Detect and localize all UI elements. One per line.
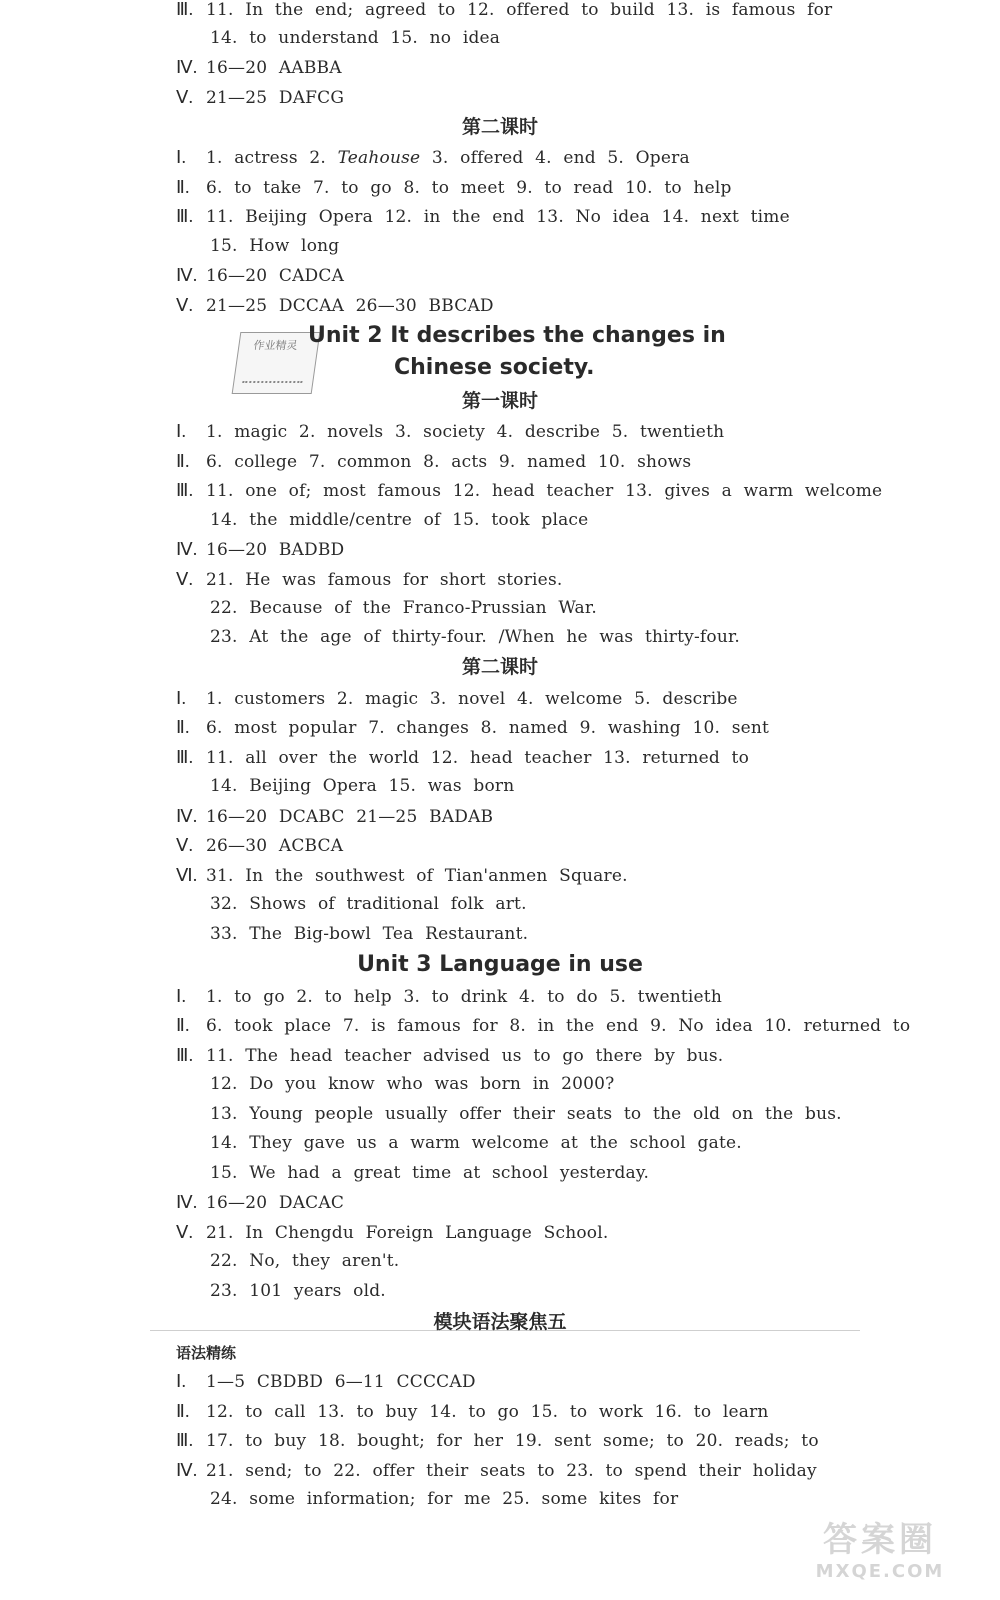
section-numeral: Ⅴ. [176,87,194,107]
answer-line [176,475,882,505]
watermark-logo-text: 答案圈 [823,1520,937,1560]
answer-text: 1. magic 2. novels 3. society 4. describe 5. twentieth [206,422,725,442]
answer-line [176,564,562,594]
answer-line [176,830,343,860]
answer-line [176,712,769,742]
answer-text: 14. to understand 15. no idea [210,28,501,48]
answer-text: 21. send; to 22. offer their seats to 23. to spend their holiday [206,1461,817,1481]
section-numeral: Ⅴ. [176,1222,194,1242]
answer-line [210,1069,614,1099]
section-numeral: Ⅰ. [176,688,187,708]
section-numeral: Ⅴ. [176,569,194,589]
answer-line [210,23,500,53]
answer-text: 26—30 ACBCA [206,836,344,856]
answer-text: 16—20 DCABC 21—25 BADAB [206,807,494,827]
answer-line [176,742,749,772]
answer-text: 21. He was famous for short stories. [206,570,563,590]
section-numeral: Ⅲ. [176,1045,194,1065]
site-watermark [780,1512,980,1582]
answer-line [176,82,344,112]
answer-line [210,1246,399,1276]
answer-line [210,622,740,652]
section-numeral: Ⅲ. [176,747,194,767]
answer-line [176,446,691,476]
answer-text: 23. 101 years old. [210,1281,386,1301]
answer-line [210,505,588,535]
answer-text: 1. actress 2. Teahouse 3. offered 4. end 5. Opera [206,148,690,168]
answer-line [176,142,690,172]
answer-text: 32. Shows of traditional folk art. [210,894,527,914]
answer-line [210,771,514,801]
answer-text: 11. one of; most famous 12. head teacher 13. gives a warm welcome [206,481,883,501]
answer-text: 1—5 CBDBD 6—11 CCCCAD [206,1372,476,1392]
section-numeral: Ⅳ. [176,265,198,285]
answer-line [176,1217,608,1247]
answer-line [210,919,528,949]
answer-line [210,1158,649,1188]
answer-line [210,1128,742,1158]
lesson-heading: 第一课时 [461,390,538,412]
answer-text: 6. most popular 7. changes 8. named 9. washing 10. sent [206,718,770,738]
section-numeral: Ⅱ. [176,717,190,737]
section-numeral: Ⅰ. [176,1371,187,1391]
answer-line [176,860,628,890]
answer-text: 16—20 AABBA [206,58,342,78]
grammar-practice-label: 语法精练 [176,1344,237,1362]
unit-title: Unit 3 Language in use [357,952,643,977]
section-numeral: Ⅱ. [176,177,190,197]
section-numeral: Ⅲ. [176,1430,194,1450]
answer-line [176,416,724,446]
section-numeral: Ⅵ. [176,865,198,885]
section-numeral: Ⅴ. [176,295,194,315]
answer-text: 14. Beijing Opera 15. was born [210,776,515,796]
answer-text: 12. Do you know who was born in 2000? [210,1074,615,1094]
answer-line [176,1425,819,1455]
lesson-heading: 第二课时 [461,116,538,138]
section-numeral: Ⅰ. [176,986,187,1006]
answer-text: 23. At the age of thirty-four. /When he was thirty-four. [210,627,741,647]
answer-text: 21. In Chengdu Foreign Language School. [206,1223,609,1243]
section-numeral: Ⅱ. [176,1401,190,1421]
answer-line [210,231,339,261]
answer-line [176,290,494,320]
section-numeral: Ⅱ. [176,451,190,471]
answer-text: 11. Beijing Opera 12. in the end 13. No idea 14. next time [206,207,790,227]
answer-line [176,683,738,713]
section-numeral: Ⅱ. [176,1015,190,1035]
section-numeral: Ⅲ. [176,0,194,19]
answer-line [176,0,832,24]
answer-text: 31. In the southwest of Tian'anmen Square. [206,866,628,886]
section-numeral: Ⅴ. [176,835,194,855]
answer-text: 6. college 7. common 8. acts 9. named 10. shows [206,452,692,472]
answer-text: 11. In the end; agreed to 12. offered to build 13. is famous for [206,0,833,20]
answer-text: 15. We had a great time at school yesterday. [210,1163,650,1183]
section-numeral: Ⅲ. [176,480,194,500]
answer-text: 24. some information; for me 25. some kites for [210,1489,679,1509]
answer-line [176,534,344,564]
answer-text: 6. took place 7. is famous for 8. in the end 9. No idea 10. returned to [206,1016,911,1036]
answer-text: 16—20 CADCA [206,266,345,286]
answer-text: 14. the middle/centre of 15. took place [210,510,589,530]
answer-line [176,52,342,82]
answer-text: 12. to call 13. to buy 14. to go 15. to work 16. to learn [206,1402,769,1422]
section-numeral: Ⅳ. [176,1460,198,1480]
answer-text: 13. Young people usually offer their seats to the old on the bus. [210,1104,842,1124]
answer-line [176,801,493,831]
answer-text: 22. Because of the Franco-Prussian War. [210,598,597,618]
module-heading: 模块语法聚焦五 [433,1311,567,1333]
answer-text: 1. to go 2. to help 3. to drink 4. to do 5. twentieth [206,987,722,1007]
answer-line [210,1276,386,1306]
answer-text: 17. to buy 18. bought; for her 19. sent some; to 20. reads; to [206,1431,819,1451]
stamp-text: 作业精灵 [252,339,299,352]
unit-title: Unit 2 It describes the changes in [308,323,726,348]
answer-text: 16—20 DACAC [206,1193,345,1213]
answer-line [176,1455,817,1485]
answer-text: 21—25 DCCAA 26—30 BBCAD [206,296,494,316]
answer-line [210,593,597,623]
section-numeral: Ⅳ. [176,57,198,77]
section-numeral: Ⅳ. [176,806,198,826]
watermark-url: MXQE.COM [815,1561,945,1582]
section-numeral: Ⅳ. [176,539,198,559]
lesson-heading: 第二课时 [461,656,538,678]
answer-line [176,260,344,290]
answer-line [176,1366,476,1396]
answer-text: 11. all over the world 12. head teacher 13. returned to [206,748,750,768]
answer-text: 1. customers 2. magic 3. novel 4. welcome 5. describe [206,689,738,709]
answer-line [210,889,527,919]
answer-text: 11. The head teacher advised us to go there by bus. [206,1046,724,1066]
answer-text: 14. They gave us a warm welcome at the school gate. [210,1133,742,1153]
answer-line [176,1040,723,1070]
answer-text: 6. to take 7. to go 8. to meet 9. to read 10. to help [206,178,732,198]
section-numeral: Ⅲ. [176,206,194,226]
section-numeral: Ⅳ. [176,1192,198,1212]
answer-text: 21—25 DAFCG [206,88,345,108]
answer-text: 16—20 BADBD [206,540,345,560]
section-numeral: Ⅰ. [176,147,187,167]
unit-title-continued: Chinese society. [394,355,595,380]
answer-line [176,172,732,202]
answer-line [176,1010,910,1040]
answer-text: 15. How long [210,236,340,256]
answer-text: 33. The Big-bowl Tea Restaurant. [210,924,529,944]
answer-line [210,1484,678,1514]
answer-line [176,1187,344,1217]
answer-text: 22. No, they aren't. [210,1251,400,1271]
section-numeral: Ⅰ. [176,421,187,441]
answer-line [176,1396,769,1426]
answer-line [176,201,790,231]
answer-line [210,1099,842,1129]
answer-line [176,981,722,1011]
